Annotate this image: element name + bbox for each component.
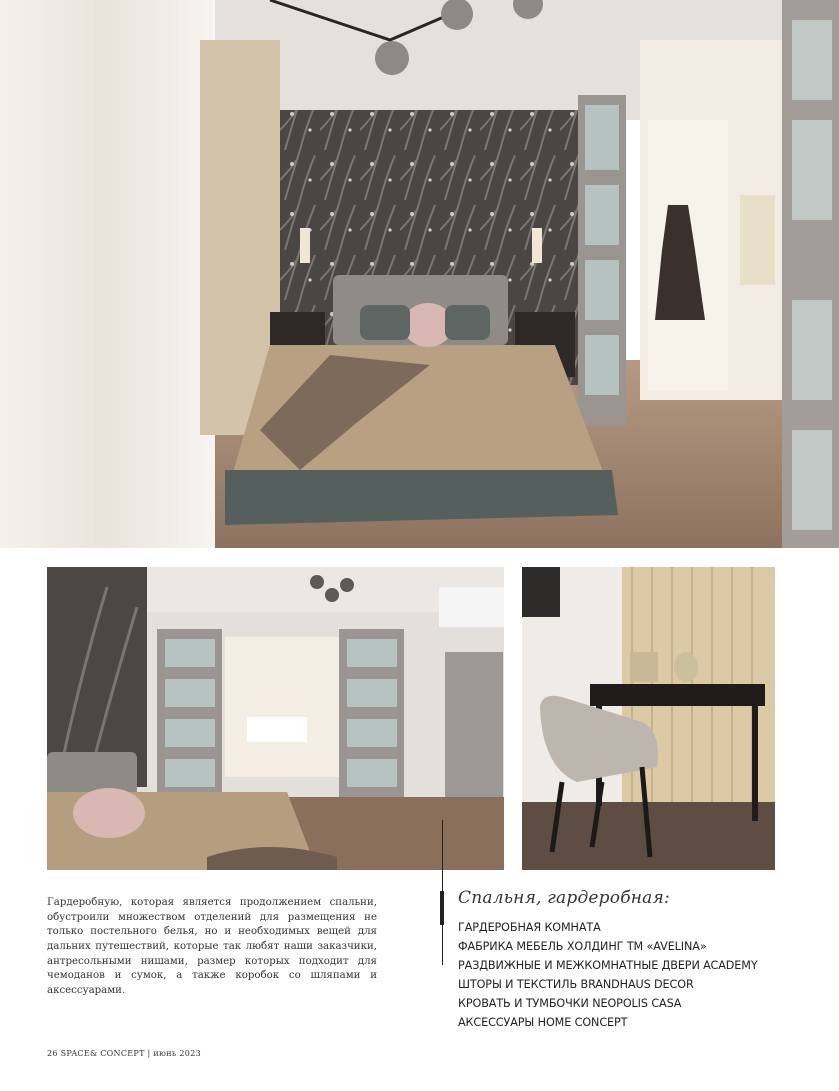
credit-item: АКСЕССУАРЫ HOME CONCEPT (458, 1016, 628, 1029)
page-folio: 26 SPACE& CONCEPT | июнь 2023 (47, 1049, 201, 1058)
credit-item: ГАРДЕРОБНАЯ КОМНАТА (458, 921, 601, 934)
vertical-divider-accent (440, 891, 444, 925)
credit-item: КРОВАТЬ И ТУМБОЧКИ NEOPOLIS CASA (458, 997, 682, 1010)
article-body-text: Гардеробную, которая является продолжением спальни, обустроили множеством отделений для размещения не только постельного белья, но и необходимых вещей для дальних путешествий, которые так любят наши заказчики, антресольными нишами, размер которых подходит для чемоданов и сумок, а также коробок со шляпами и аксессуарами. (47, 897, 377, 996)
credit-item: ФАБРИКА МЕБЕЛЬ ХОЛДИНГ ТМ «AVELINA» (458, 940, 707, 953)
photo-bedroom-wardrobe-view (47, 567, 504, 870)
photo-vanity-corner (522, 567, 775, 870)
credit-item: ШТОРЫ И ТЕКСТИЛЬ BRANDHAUS DECOR (458, 978, 694, 991)
credits-title: Спальня, гардеробная: (458, 888, 670, 908)
credits-list (458, 918, 758, 1032)
credit-item: РАЗДВИЖНЫЕ И МЕЖКОМНАТНЫЕ ДВЕРИ ACADEMY (458, 959, 758, 972)
